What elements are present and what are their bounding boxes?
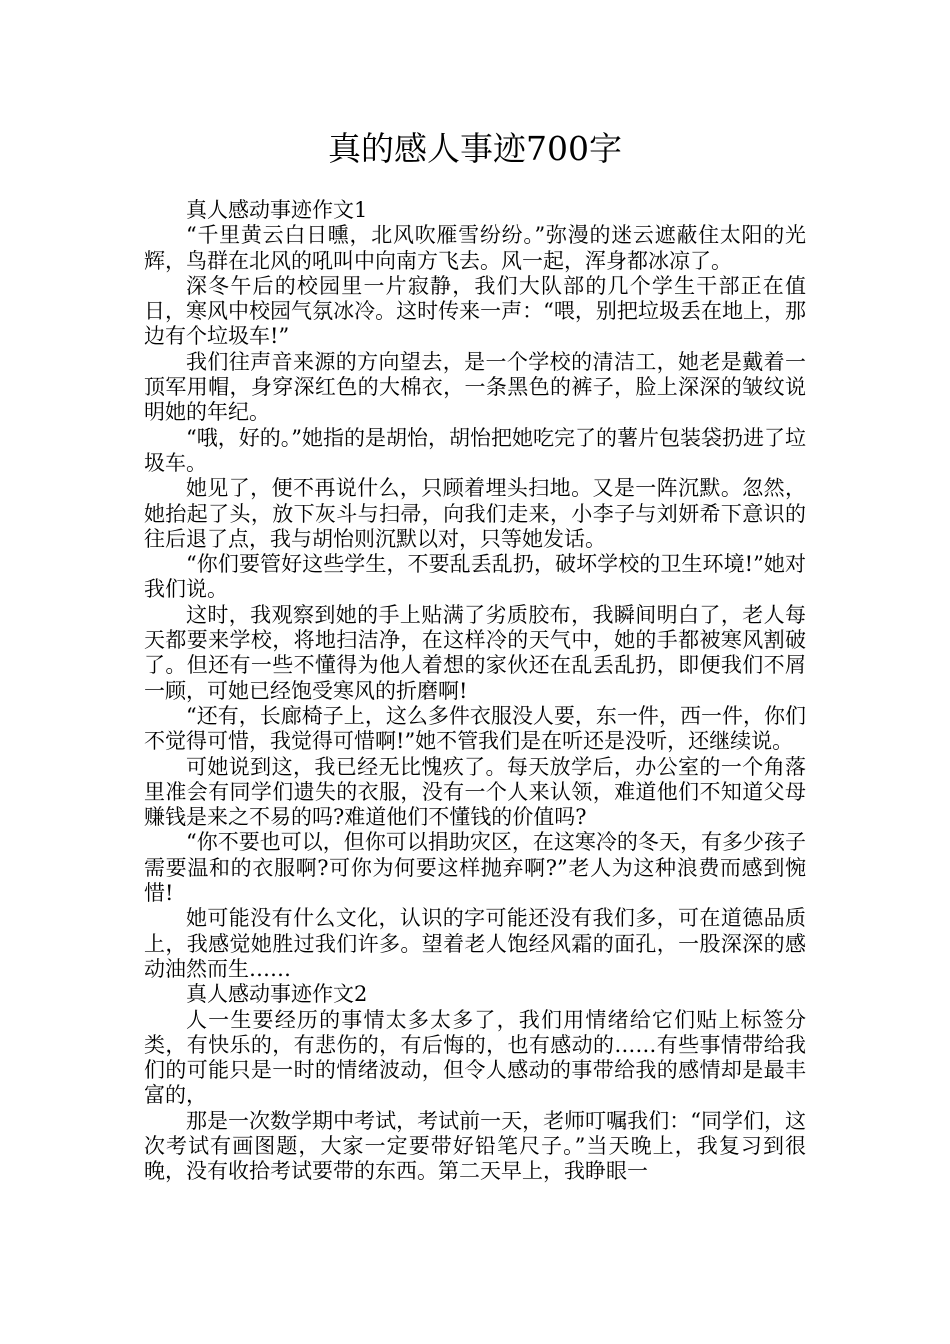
paragraph: 真人感动事迹作文2 [186, 982, 368, 1007]
paragraph: “还有，长廊椅子上，这么多件衣服没人要，东一件，西一件，你们不觉得可惜，我觉得可惜啊!”她不管我们是在听还是没听，还继续说。 [144, 703, 806, 754]
paragraph: 我们往声音来源的方向望去，是一个学校的清洁工，她老是戴着一顶军用帽，身穿深红色的大棉衣，一条黑色的裤子，脸上深深的皱纹说明她的年纪。 [144, 349, 806, 425]
document-title: 真的感人事迹700字 [328, 129, 622, 168]
paragraph: “千里黄云白日曛，北风吹雁雪纷纷。”弥漫的迷云遮蔽住太阳的光辉，鸟群在北风的吼叫中向南方飞去。风一起，浑身都冰凉了。 [144, 223, 806, 273]
paragraph: “你们要管好这些学生，不要乱丢乱扔，破坏学校的卫生环境!”她对我们说。 [144, 552, 806, 602]
paragraph: 那是一次数学期中考试，考试前一天，老师叮嘱我们：“同学们，这次考试有画图题，大家一定要带好铅笔尺子。”当天晚上，我复习到很晚，没有收拾考试要带的东西。第二天早上，我睁眼一 [144, 1108, 806, 1184]
paragraph: 深冬午后的校园里一片寂静，我们大队部的几个学生干部正在值日，寒风中校园气氛冰冷。这时传来一声：“喂，别把垃圾丢在地上，那边有个垃圾车!” [144, 273, 806, 349]
paragraph: 真人感动事迹作文1 [186, 198, 368, 222]
paragraph: “哦，好的。”她指的是胡怡，胡怡把她吃完了的薯片包装袋扔进了垃圾车。 [144, 425, 806, 475]
paragraph: 可她说到这，我已经无比愧疚了。每天放学后，办公室的一个角落里准会有同学们遗失的衣服，没有一个人来认领，难道他们不知道父母赚钱是来之不易的吗?难道他们不懂钱的价值吗? [144, 754, 806, 830]
paragraph: 她可能没有什么文化，认识的字可能还没有我们多，可在道德品质上，我感觉她胜过我们许多。望着老人饱经风霜的面孔，一股深深的感动油然而生…… [144, 906, 806, 981]
paragraph: 她见了，便不再说什么，只顾着埋头扫地。又是一阵沉默。忽然，她抬起了头，放下灰斗与扫帚，向我们走来，小李子与刘妍希下意识的往后退了点，我与胡怡则沉默以对，只等她发话。 [144, 476, 806, 551]
document-body [144, 198, 806, 1185]
paragraph: 这时，我观察到她的手上贴满了劣质胶布，我瞬间明白了，老人每天都要来学校，将地扫洁净，在这样冷的天气中，她的手都被寒风割破了。但还有一些不懂得为他人着想的家伙还在乱丢乱扔，即便我们不屑一顾，可她已经饱受寒风的折磨啊! [144, 602, 806, 703]
paragraph: “你不要也可以，但你可以捐助灾区，在这寒冷的冬天，有多少孩子需要温和的衣服啊?可你为何要这样抛弃啊?”老人为这种浪费而感到惋惜! [144, 830, 806, 906]
paragraph: 人一生要经历的事情太多太多了，我们用情绪给它们贴上标签分类，有快乐的，有悲伤的，有后悔的，也有感动的……有些事情带给我们的可能只是一时的情绪波动，但令人感动的事带给我的感情却是最丰富的， [144, 1007, 806, 1108]
